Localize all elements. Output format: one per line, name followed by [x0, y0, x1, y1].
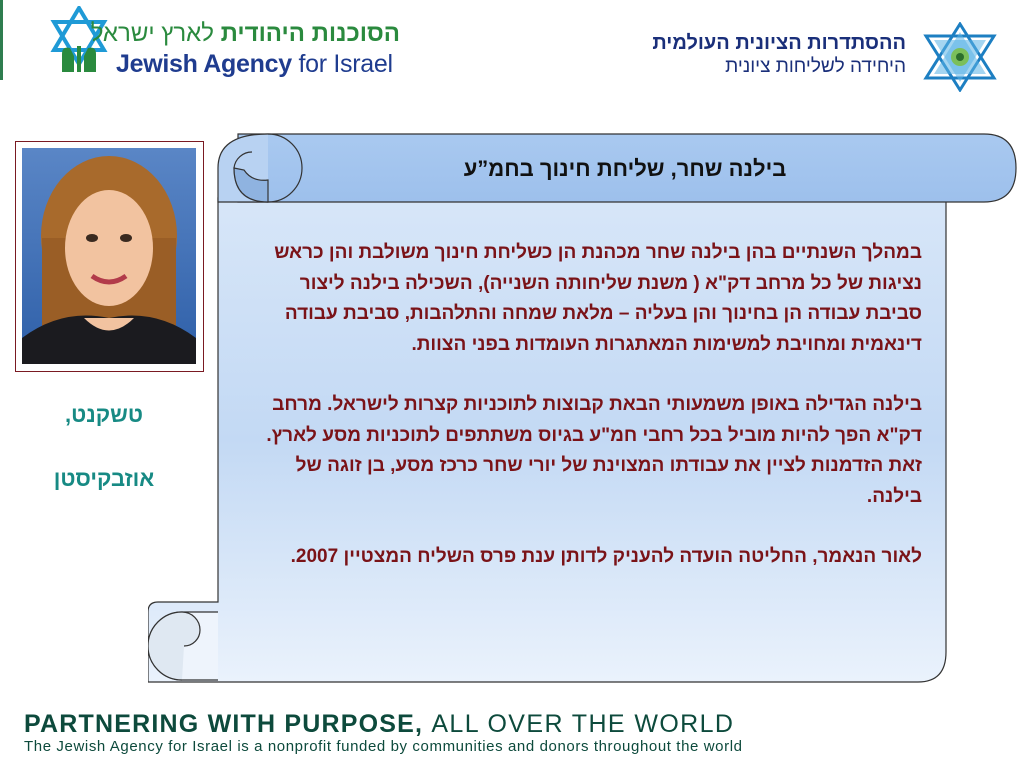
footer-subline: The Jewish Agency for Israel is a nonprofit funded by communities and donors throughout the world [24, 738, 743, 755]
ja-english-light: for Israel [298, 50, 393, 78]
ja-hebrew-light: לארץ ישראל [90, 20, 214, 47]
paragraph-1: במהלך השנתיים בהן בילנה שחר מכהנת הן כשליחת חינוך משולבת והן כראש נציגות של כל מרחב דק"א ( משנת שליחותה השנייה), השכילה בילנה ליצור סביבת עבודה הן בחינוך והן בעליה – מלאת שמחה והתלהבות, סביבת עבודה דינאמית ומחויבת למשימות המאתגרות העומדות בפני הצוות. [274, 242, 922, 355]
scroll-title: בילנה שחר, שליחת חינוך בחמ”ע [463, 156, 787, 181]
location-city: טשקנט, [65, 402, 143, 427]
wzo-header-text [652, 31, 906, 79]
ja-hebrew-bold: הסוכנות היהודית [220, 20, 400, 47]
ja-english-bold: Jewish Agency [116, 50, 292, 78]
jewish-agency-logo[interactable] [48, 6, 398, 82]
paragraph-3: לאור הנאמר, החליטה הועדה להעניק לדותן ענת פרס השליח המצטיין 2007. [290, 546, 922, 567]
wzo-title: ההסתדרות הציונית העולמית [652, 32, 906, 54]
footer-tagline-bold: PARTNERING WITH PURPOSE, [24, 710, 424, 738]
footer-tagline [24, 710, 734, 739]
footer-tagline-light: ALL OVER THE WORLD [431, 710, 735, 738]
wzo-star-logo-icon[interactable] [922, 22, 998, 92]
location-country: אוזבקיסטן [53, 466, 155, 491]
scroll-body [260, 238, 922, 603]
paragraph-2: בילנה הגדילה באופן משמעותי הבאת קבוצות לתוכניות קצרות לישראל. מרחב דק"א הפך להיות מוביל בכל רחבי חמ"ע בגיוס משתתפים לתוכניות מסע לארץ. זאת הזדמנות לציין את עבודתו המצוינת של יורי שחר כרכז מסע, בן זוגה של בילנה. [266, 394, 922, 507]
left-accent-bar [0, 0, 3, 80]
wzo-subtitle: היחידה לשליחות ציונית [725, 56, 906, 77]
ja-hebrew-name [90, 20, 400, 48]
ja-english-name [116, 50, 393, 79]
